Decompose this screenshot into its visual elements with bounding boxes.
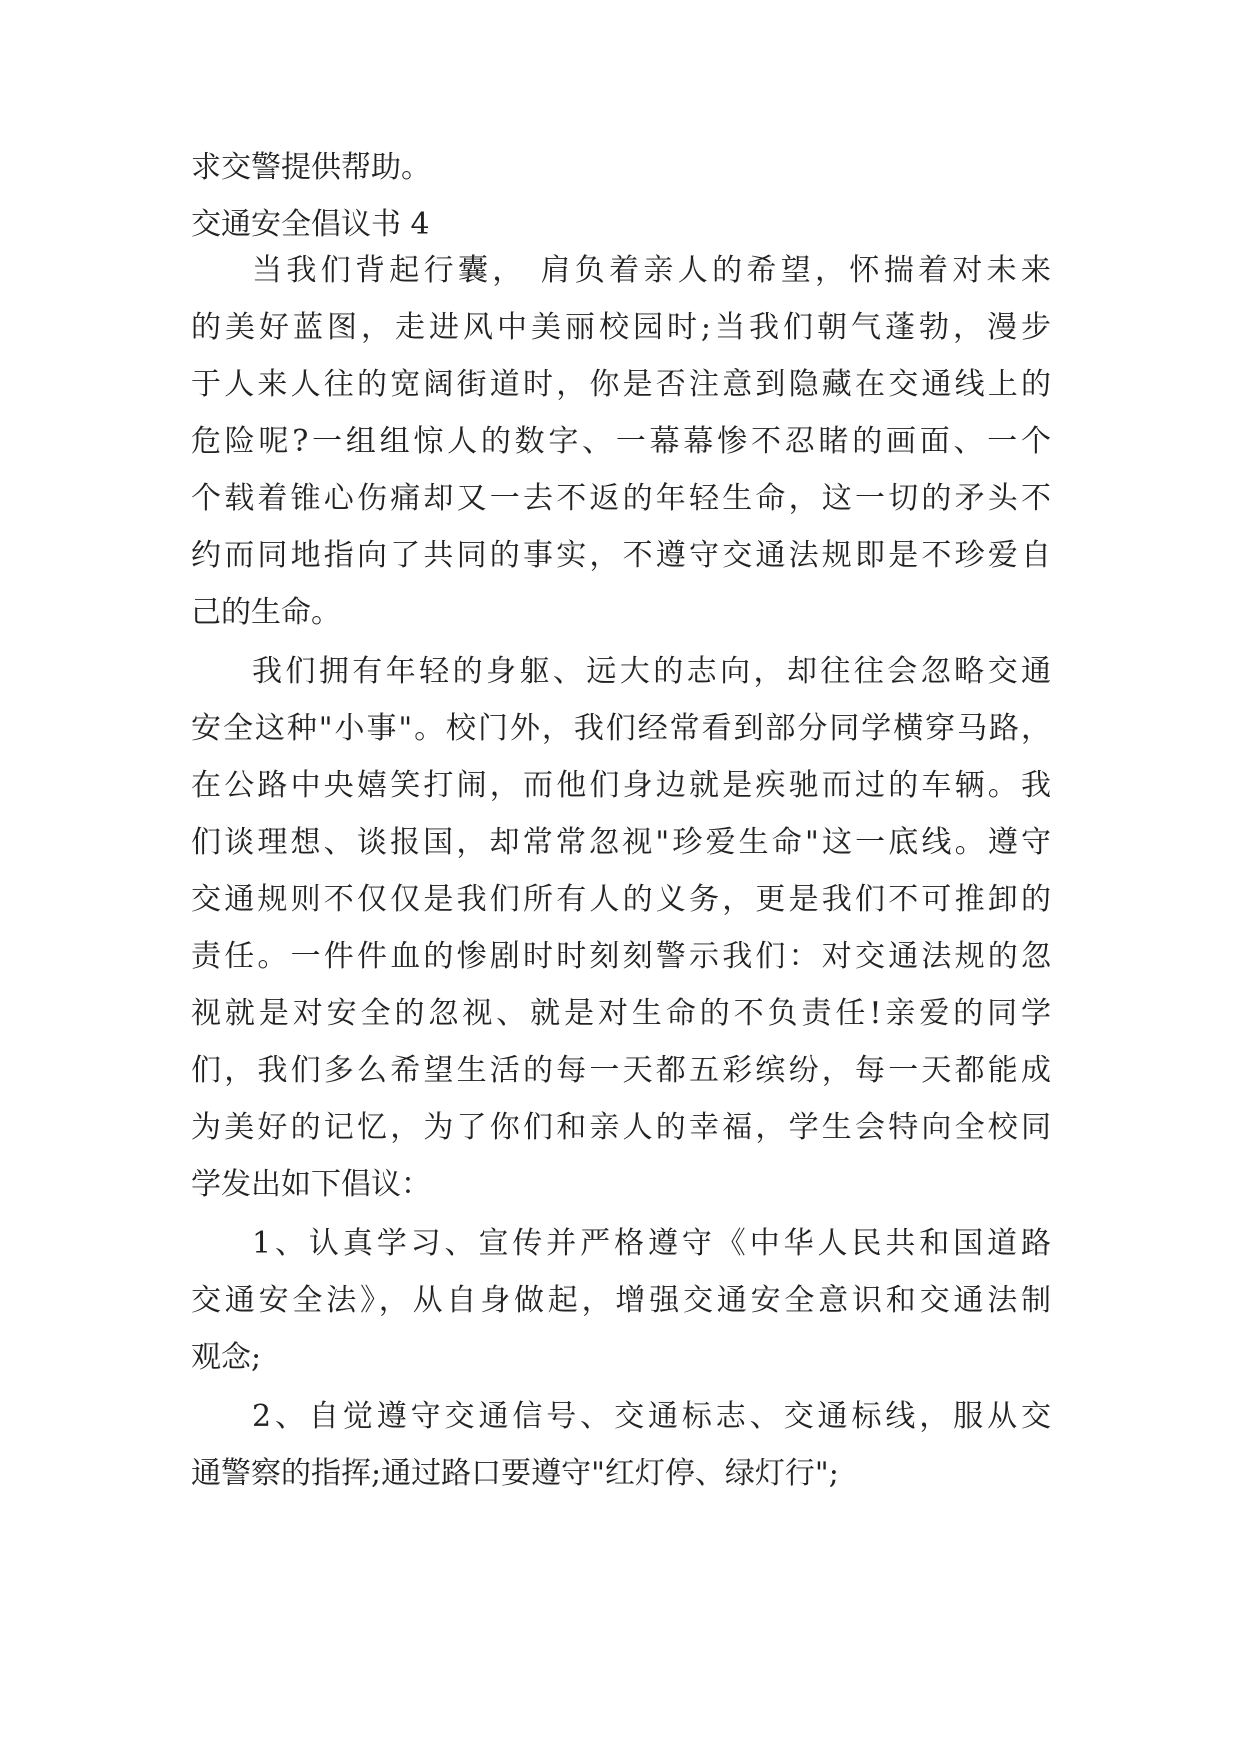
text-line: 交通安全法》，从自身做起，增强交通安全意识和交通法制 [191,1283,1051,1318]
text-line: 1、认真学习、宣传并严格遵守《中华人民共和国道路 [252,1226,1051,1261]
text-line: 们，我们多么希望生活的每一天都五彩缤纷，每一天都能成 [191,1053,1051,1088]
text-line: 当我们背起行囊， 肩负着亲人的希望，怀揣着对未来 [252,253,1051,288]
text-line: 2、自觉遵守交通信号、交通标志、交通标线，服从交 [252,1399,1051,1434]
text-line: 于人来人往的宽阔街道时，你是否注意到隐藏在交通线上的 [191,367,1051,402]
text-line: 的美好蓝图，走进风中美丽校园时;当我们朝气蓬勃，漫步 [191,310,1051,345]
text-line: 约而同地指向了共同的事实，不遵守交通法规即是不珍爱自 [191,538,1051,573]
text-line: 观念; [191,1340,262,1375]
text-line: 个载着锥心伤痛却又一去不返的年轻生命，这一切的矛头不 [191,481,1051,516]
text-line: 们谈理想、谈报国，却常常忽视"珍爱生命"这一底线。遵守 [191,825,1051,860]
text-line: 学发出如下倡议： [191,1167,431,1202]
text-line: 在公路中央嬉笑打闹，而他们身边就是疾驰而过的车辆。我 [191,768,1051,803]
text-line: 通警察的指挥;通过路口要遵守"红灯停、绿灯行"; [191,1456,839,1491]
section-heading: 交通安全倡议书 4 [191,207,430,242]
text-line: 交通规则不仅仅是我们所有人的义务，更是我们不可推卸的 [191,882,1051,917]
text-line: 我们拥有年轻的身躯、远大的志向，却往往会忽略交通 [252,654,1051,689]
text-line: 求交警提供帮助。 [191,150,431,185]
text-line: 危险呢?一组组惊人的数字、一幕幕惨不忍睹的画面、一个 [191,424,1051,459]
text-line: 视就是对安全的忽视、就是对生命的不负责任!亲爱的同学 [191,996,1051,1031]
text-line: 安全这种"小事"。校门外，我们经常看到部分同学横穿马路， [191,711,1051,746]
text-line: 责任。一件件血的惨剧时时刻刻警示我们：对交通法规的忽 [191,939,1051,974]
text-line: 己的生命。 [191,595,341,630]
text-line: 为美好的记忆，为了你们和亲人的幸福，学生会特向全校同 [191,1110,1051,1145]
